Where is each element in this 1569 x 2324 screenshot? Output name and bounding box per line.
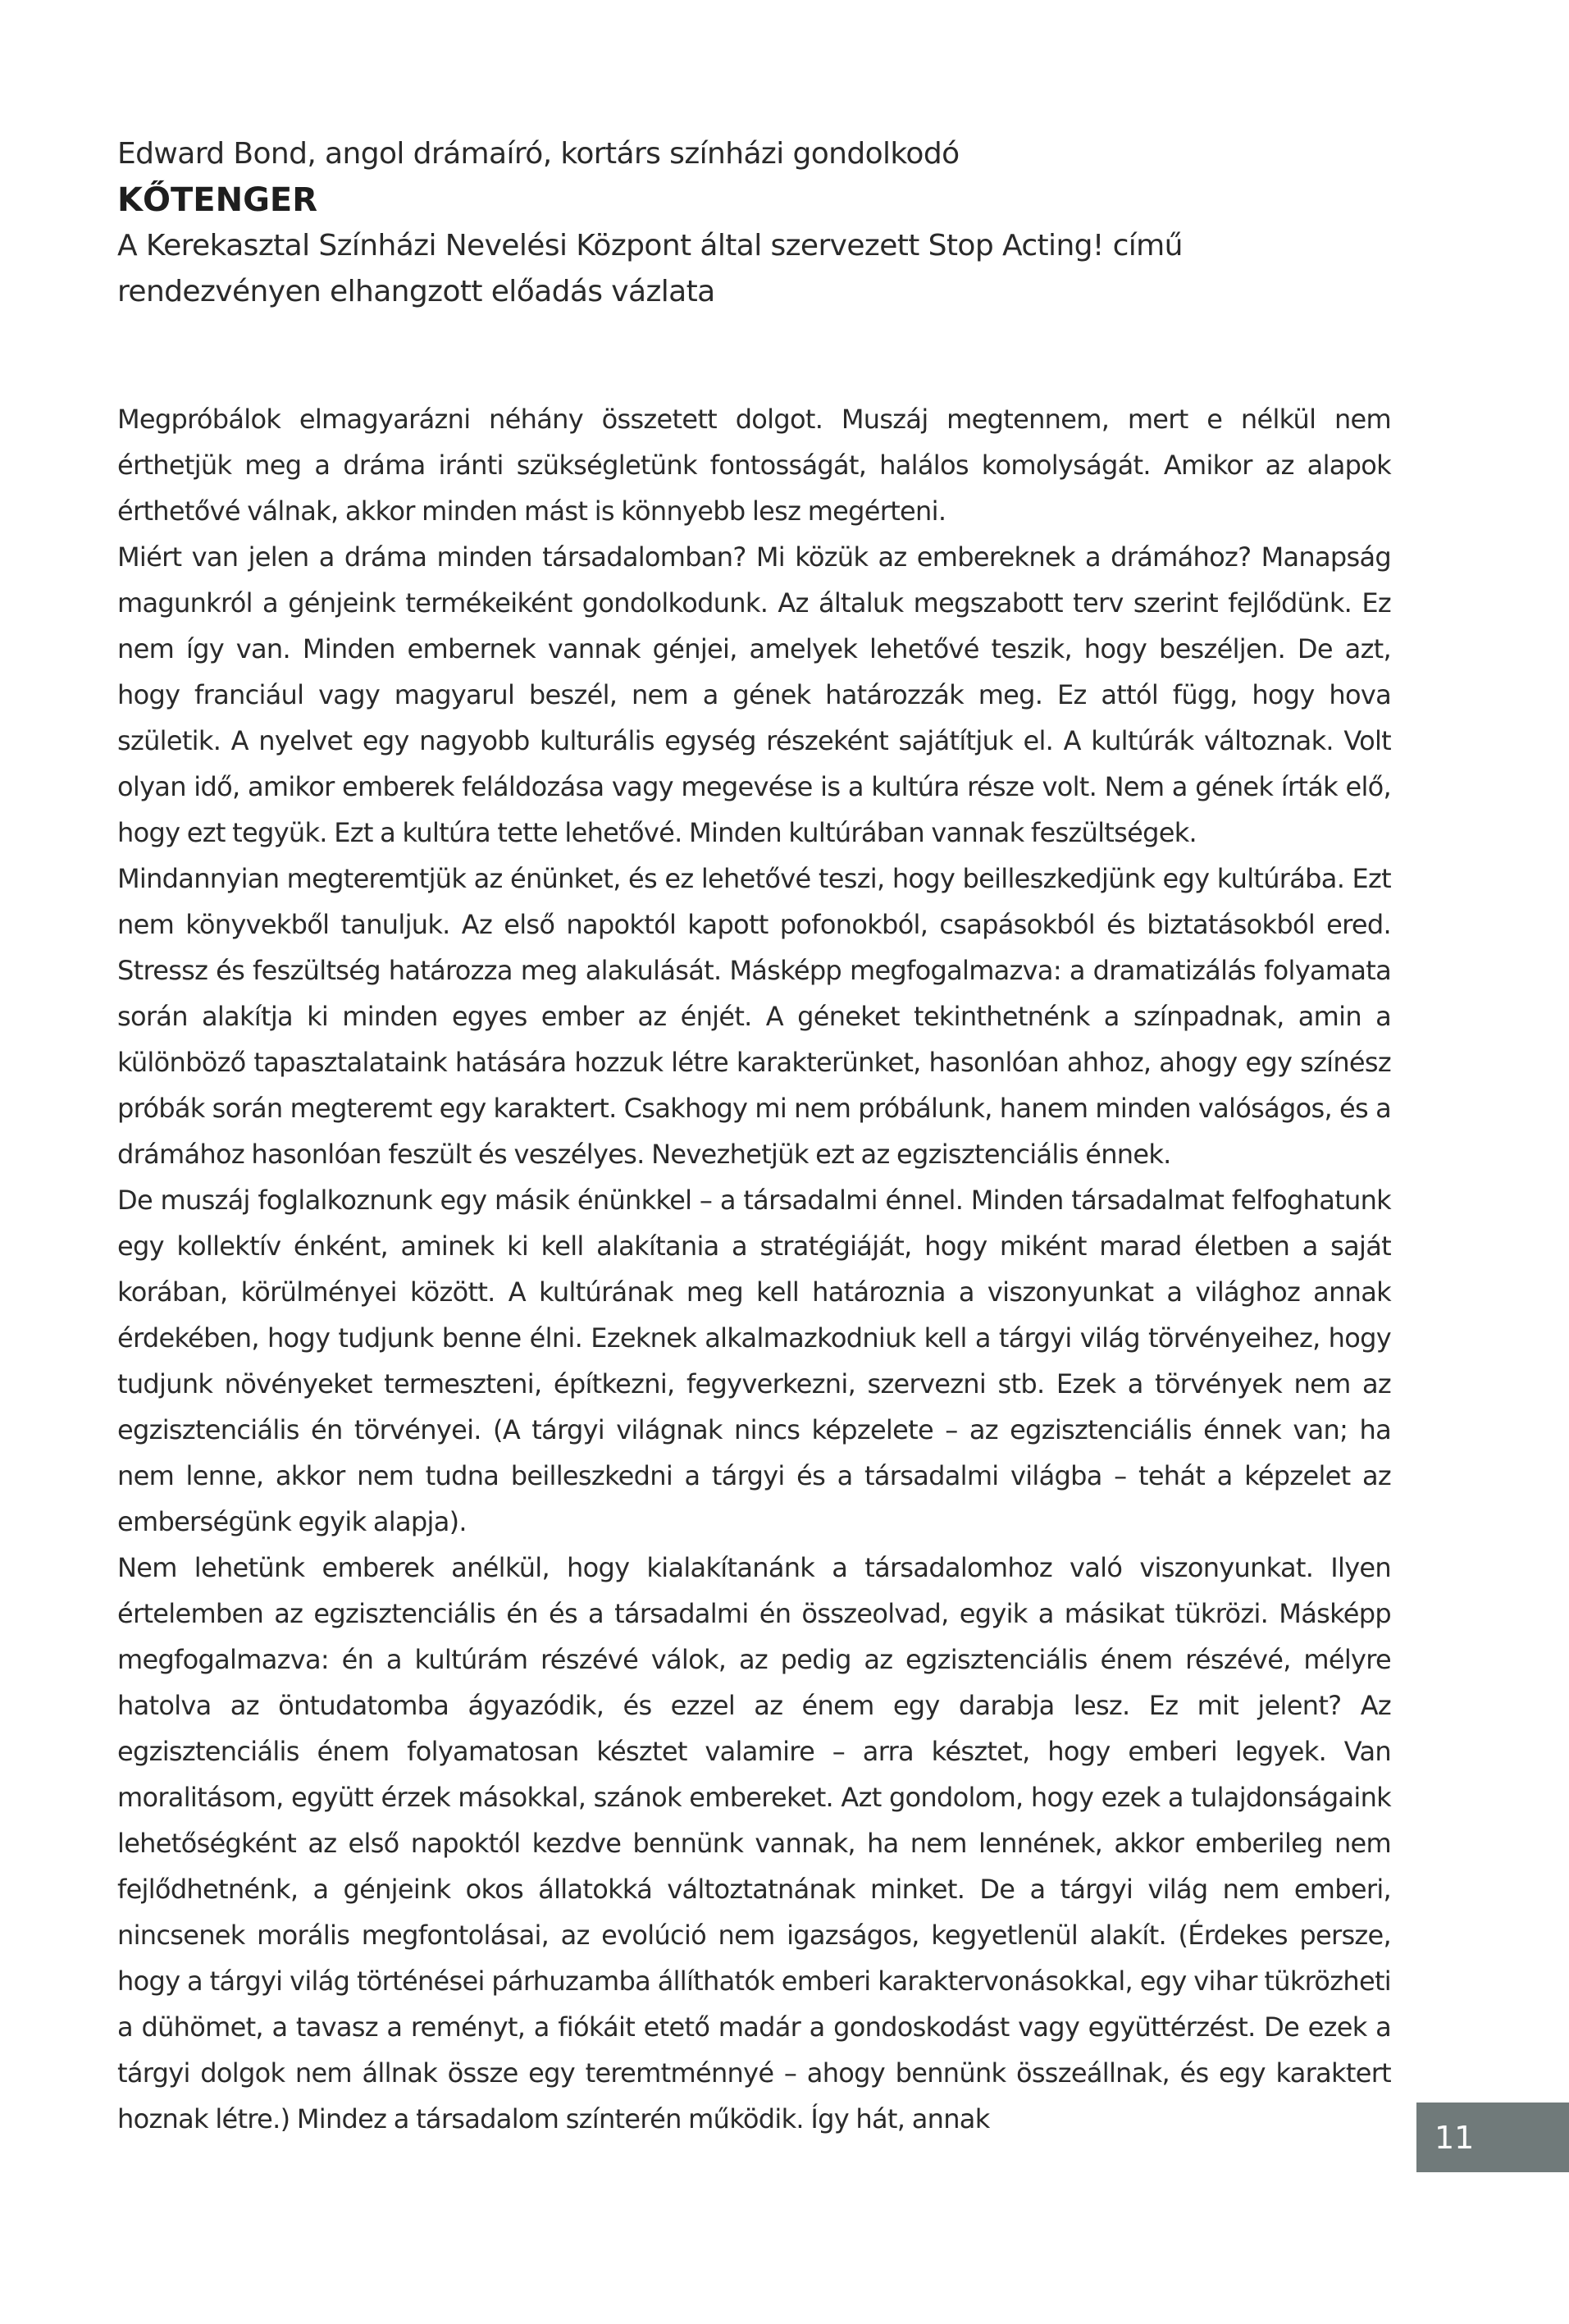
paragraph: De muszáj foglalkoznunk egy másik énünkkel – a társadalmi énnel. Minden társadalmat felfoghatunk egy kollektív énként, aminek ki kell alakítania a stratégiáját, hogy miként marad életben a saját korában, körülményei között. A kultúrának meg kell határoznia a viszonyunkat a világhoz annak érdekében, hogy tudjunk benne élni. Ezeknek alkalmazkodniuk kell a tárgyi világ törvényeihez, hogy tudjunk növényeket termeszteni, építkezni, fegyverkezni, szervezni stb. Ezek a törvények nem az egzisztenciális én törvényei. (A tárgyi világnak nincs képzelete – az egzisztenciális énnek van; ha nem lenne, akkor nem tudna beilleszkedni a tárgyi és a társadalmi világba – tehát a képzelet az emberségünk egyik alapja). [117,1185,1391,1537]
article-subtitle: A Kerekasztal Színházi Nevelési Központ által szervezett Stop Acting! című rendezvényen elhangzott előadás vázlata [117,229,1183,308]
author-line: Edward Bond, angol drámaíró, kortárs színházi gondolkodó [117,137,960,171]
paragraph: Mindannyian megteremtjük az énünket, és ez lehetővé teszi, hogy beilleszkedjünk egy kultúrába. Ezt nem könyvekből tanuljuk. Az első napoktól kapott pofonokból, csapásokból és biztatásokból ered. Stressz és feszültség határozza meg alakulását. Másképp megfogalmazva: a dramatizálás folyamata során alakítja ki minden egyes ember az énjét. A géneket tekinthetnénk a színpadnak, amin a különböző tapasztalataink hatására hozzuk létre karakterünket, hasonlóan ahhoz, ahogy egy színész próbák során megteremt egy karaktert. Csakhogy mi nem próbálunk, hanem minden valóságos, és a drámához hasonlóan feszült és veszélyes. Nevezhetjük ezt az egzisztenciális énnek. [117,863,1391,1170]
article-header [117,131,1391,315]
paragraph: Nem lehetünk emberek anélkül, hogy kialakítanánk a társadalomhoz való viszonyunkat. Ilyen értelemben az egzisztenciális én és a társadalmi én összeolvad, egyik a másikat tükrözi. Másképp megfogalmazva: én a kultúrám részévé válok, az pedig az egzisztenciális énem részévé, mélyre hatolva az öntudatomba ágyazódik, és ezzel az énem egy darabja lesz. Ez mit jelent? Az egzisztenciális énem folyamatosan késztet valamire – arra késztet, hogy emberi legyek. Van moralitásom, együtt érzek másokkal, szánok embereket. Azt gondolom, hogy ezek a tulajdonságaink lehetőségként az első napoktól kezdve bennünk vannak, ha nem lennének, akkor emberileg nem fejlődhetnénk, a génjeink okos állatokká változtatnának minket. De a tárgyi világ nem emberi, nincsenek morális megfontolásai, az evolúció nem igazságos, kegyetlenül alakít. (Érdekes persze, hogy a tárgyi világ történései párhuzamba állíthatók emberi karaktervonásokkal, egy vihar tükrözheti a dühömet, a tavasz a reményt, a fiókáit etető madár a gondoskodást vagy együttérzést. De ezek a tárgyi dolgok nem állnak össze egy teremtménnyé – ahogy bennünk összeállnak, és egy karaktert hoznak létre.) Mindez a társadalom színterén működik. Így hát, annak [117,1552,1391,2135]
article-title: KŐTENGER [117,181,318,219]
paragraph: Megpróbálok elmagyarázni néhány összetett dolgot. Muszáj megtennem, mert e nélkül nem érthetjük meg a dráma iránti szükségletünk fontosságát, halálos komolyságát. Amikor az alapok érthetővé válnak, akkor minden mást is könnyebb lesz megérteni. [117,404,1391,527]
page-number-tab [1416,2103,1569,2172]
page-number: 11 [1434,2119,1475,2156]
article-body [117,396,1391,2142]
paragraph: Miért van jelen a dráma minden társadalomban? Mi közük az embereknek a drámához? Manapság magunkról a génjeink termékeiként gondolkodunk. Az általuk megszabott terv szerint fejlődünk. Ez nem így van. Minden embernek vannak génjei, amelyek lehetővé teszik, hogy beszéljen. De azt, hogy franciául vagy magyarul beszél, nem a gének határozzák meg. Ez attól függ, hogy hova születik. A nyelvet egy nagyobb kulturális egység részeként sajátítjuk el. A kultúrák változnak. Volt olyan idő, amikor emberek feláldozása vagy megevése is a kultúra része volt. Nem a gének írták elő, hogy ezt tegyük. Ezt a kultúra tette lehetővé. Minden kultúrában vannak feszültségek. [117,541,1391,848]
